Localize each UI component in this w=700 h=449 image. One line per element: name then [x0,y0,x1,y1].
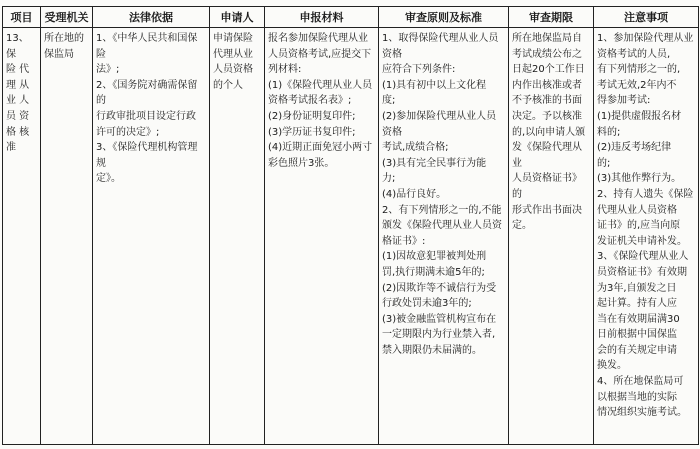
materials-cell [265,28,379,445]
text-line: 申请保险 [213,33,253,44]
text-line: (1)提供虚假报名材 [597,110,682,122]
text-line: (1)具有初中以上文化程 [382,79,487,91]
text-line: 2、《国务院对确需保留的 [96,79,198,107]
header-item: 项目 [3,7,41,28]
text-line: 行政处罚未逾3年的; [382,298,472,310]
text-line: 定。 [512,220,532,232]
text-line: 得参加考试: [597,95,651,107]
text-line: 列材料: [268,64,302,76]
table-header-row [3,7,699,28]
text-line: 的个人 [213,79,243,91]
text-line: (3)被金融监管机构宣布在 [382,313,497,325]
text-line: (1)《保险代理从业人员 [268,79,373,91]
text-line: 换发。 [597,360,627,372]
text-line: (4)品行良好。 [382,188,447,200]
header-notes: 注意事项 [594,7,699,28]
text-line: 代理从业人员资格 [597,204,677,216]
text-line: 证书》的,应当向原 [597,220,681,232]
text-line: 许可的决定》; [96,126,160,138]
text-line: (2)因欺诈等不诚信行为受 [382,282,497,294]
text-line: 料的; [597,126,621,138]
text-line: 4、所在地保监局可 [597,376,684,388]
notes-cell [594,28,699,445]
text-line: 起计算。持有人应 [597,298,677,310]
text-line: 发《保险代理从业 [512,142,582,169]
header-authority: 受理机关 [41,7,93,28]
item-cell [3,28,41,445]
text-line: 会的有关规定申请 [597,344,677,356]
text-line: (2)身份证明复印件; [268,110,356,122]
text-line: 日起20个工作日 [512,64,585,76]
text-line: (2)参加保险代理从业人员资格 [382,110,497,138]
text-line: 当在有效期届满30 [597,313,680,325]
text-line: 2、持有人遗失《保险 [597,188,694,200]
text-line: 所在地保监局自 [512,33,582,44]
text-line: 考试无效,2年内不 [597,79,677,91]
text-line: 人员资格 [213,64,253,76]
text-line: 报名参加保险代理从业 [268,33,368,44]
text-line: 员资格证书》有效期 [597,266,687,278]
text-line: 罚,执行期满未逾5年的; [382,266,485,278]
time-limit-cell [509,28,594,445]
text-line: 代理从业 [213,48,253,60]
text-line: 应符合下列条件: [382,64,456,76]
text-line: 力; [382,173,396,185]
text-line: 1、参加保险代理从业 [597,33,694,44]
text-line: 度; [382,95,396,107]
text-line: 所在地的 [44,33,84,44]
text-line: 彩色照片3张。 [268,157,335,169]
text-line: 格 核 [6,126,30,138]
criteria-cell [379,28,509,445]
applicant-cell [210,28,265,445]
text-line: 13、保 [6,33,29,60]
text-line: (1)因故意犯罪被判处刑 [382,251,487,263]
text-line: 2、有下列情形之一的,不能 [382,204,502,216]
text-line: (3)具有完全民事行为能 [382,157,487,169]
header-applicant: 申请人 [210,7,265,28]
text-line: 保监局 [44,48,74,60]
header-criteria: 审查原则及标准 [379,7,509,28]
text-line: 准 [6,142,16,154]
text-line: 禁入期限仍未届满的。 [382,344,482,356]
text-line: 资格考试报名表》; [268,95,352,107]
text-line: 业 人 [6,95,30,107]
text-line: 日前根据中国保监 [597,329,677,341]
header-time-limit: 审查期限 [509,7,594,28]
text-line: 考试成绩公布之 [512,48,582,60]
text-line: 颁发《保险代理从业人员资 [382,220,502,232]
text-line: 为3年,自颁发之日 [597,282,677,294]
text-line: 一定期限内为行业禁入者, [382,329,496,341]
administrative-license-table [2,6,699,445]
legal-basis-cell [93,28,210,445]
text-line: 内作出核准或者 [512,79,582,91]
text-line: 人员资格考试,应提交下 [268,48,372,60]
text-line: 情况组织实施考试。 [597,407,687,419]
text-line: 以根据当地的实际 [597,391,677,403]
text-line: 理 从 [6,79,30,91]
text-line: 1、取得保险代理从业人员资格 [382,33,499,60]
header-materials: 申报材料 [265,7,379,28]
text-line: 3、《保险代理从业人 [597,251,689,263]
text-line: 定》。 [96,173,121,185]
text-line: (2)违反考场纪律 [597,142,672,154]
header-legal-basis: 法律依据 [93,7,210,28]
text-line: (3)学历证书复印件; [268,126,356,138]
text-line: (3)其他作弊行为。 [597,173,682,185]
text-line: 3、《保险代理机构管理规 [96,142,198,169]
text-line: 发证机关申请补发。 [597,235,687,247]
text-line: 行政审批项目设定行政 [96,110,196,122]
text-line: 决定。予以核准 [512,110,582,122]
text-line: (4)近期正面免冠小两寸 [268,142,373,154]
text-line: 法》; [96,64,120,76]
text-line: 不予核准的书面 [512,95,582,107]
text-line: 的; [597,157,611,169]
text-line: 1、《中华人民共和国保险 [96,33,198,60]
text-line: 资格考试的人员, [597,48,671,60]
text-line: 考试,成绩合格; [382,142,449,154]
text-line: 形式作出书面决 [512,204,582,216]
table-row [3,28,699,445]
text-line: 险 代 [6,64,30,76]
text-line: 人员资格证书》的 [512,173,582,200]
text-line: 的,以向申请人颁 [512,126,586,138]
text-line: 有下列情形之一的, [597,64,681,76]
text-line: 格证书》: [382,235,426,247]
text-line: 员 资 [6,110,30,122]
authority-cell [41,28,93,445]
